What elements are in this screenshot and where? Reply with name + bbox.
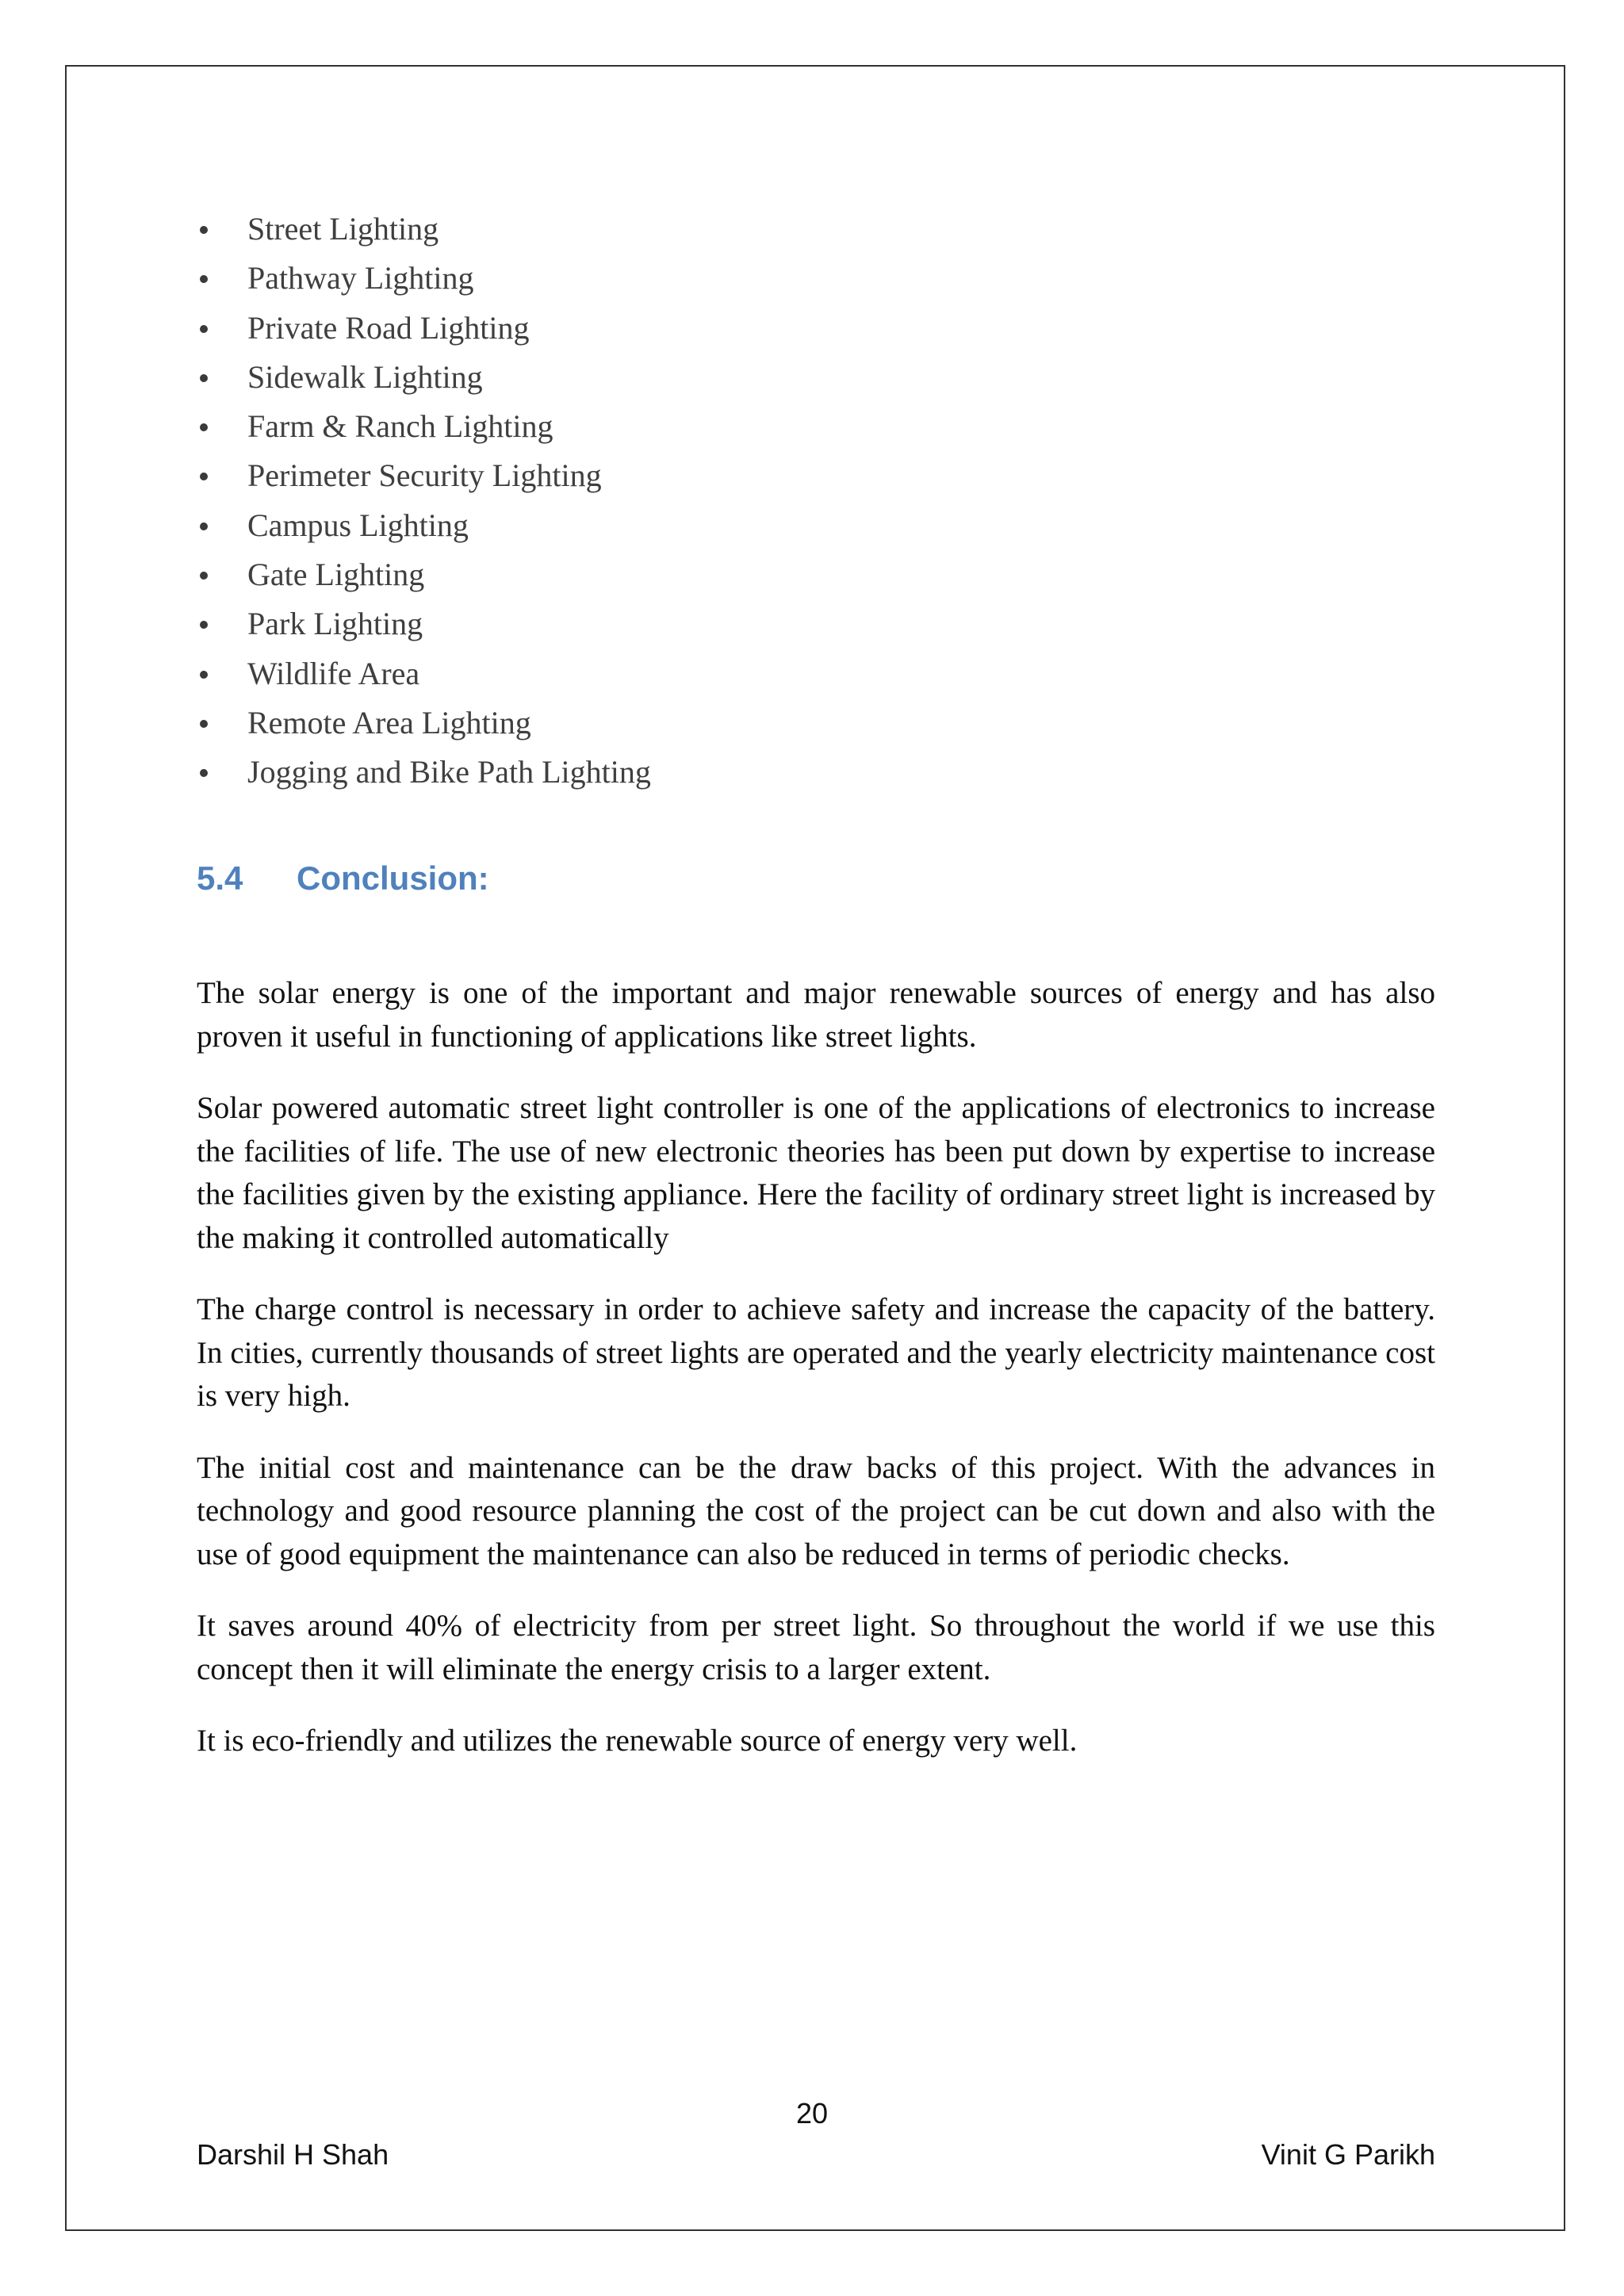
- list-item-text: Wildlife Area: [247, 655, 420, 691]
- paragraph: It saves around 40% of electricity from per street light. So throughout the world if we use this concept then it will eliminate the energy crisis to a larger extent.: [197, 1609, 1435, 1686]
- list-item: [195, 451, 651, 500]
- list-item-text: Gate Lighting: [247, 557, 425, 593]
- list-item: [195, 599, 651, 649]
- bullet-icon: [200, 275, 208, 283]
- list-item-text: Perimeter Security Lighting: [247, 457, 602, 494]
- list-item: [195, 649, 651, 698]
- list-item-text: Street Lighting: [247, 211, 439, 247]
- bullet-icon: [200, 769, 208, 777]
- list-item-text: Private Road Lighting: [247, 309, 530, 346]
- paragraph: The solar energy is one of the important and major renewable sources of energy and has also proven it useful in functioning of applications like street lights.: [197, 976, 1435, 1054]
- footer-author-left: Darshil H Shah: [197, 2138, 389, 2171]
- list-item: [195, 698, 651, 748]
- paragraph: The initial cost and maintenance can be the draw backs of this project. With the advances in technology and good resource planning the cost of the project can be cut down and also with the use of good equipment the maintenance can also be reduced in terms of periodic checks.: [197, 1450, 1435, 1571]
- list-item: [195, 304, 651, 353]
- list-item: [195, 205, 651, 254]
- paragraph: The charge control is necessary in order to achieve safety and increase the capacity of the battery. In cities, currently thousands of street lights are operated and the yearly electricity maintenance cost is very high.: [197, 1292, 1435, 1413]
- bullet-icon: [200, 226, 208, 234]
- list-item-text: Remote Area Lighting: [247, 704, 531, 740]
- bullet-icon: [200, 374, 208, 382]
- paragraph: It is eco-friendly and utilizes the renewable source of energy very well.: [197, 1724, 1078, 1758]
- bullet-icon: [200, 325, 208, 333]
- bullet-icon: [200, 621, 208, 629]
- list-item: [195, 254, 651, 303]
- list-item: [195, 550, 651, 599]
- bullet-icon: [200, 720, 208, 728]
- list-item: [195, 501, 651, 550]
- list-item-text: Pathway Lighting: [247, 260, 474, 297]
- paragraph: Solar powered automatic street light controller is one of the applications of electronics to increase the facilities of life. The use of new electronic theories has been put down by expertise to increase the facilities given by the existing appliance. Here the facility of ordinary street light is increased by the making it controlled automatically: [197, 1091, 1435, 1255]
- bullet-icon: [200, 671, 208, 679]
- application-bullet-list: [195, 205, 651, 798]
- footer-author-right: Vinit G Parikh: [1261, 2138, 1435, 2171]
- list-item: [195, 748, 651, 797]
- list-item-text: Sidewalk Lighting: [247, 358, 483, 395]
- section-title: Conclusion:: [297, 859, 489, 897]
- list-item: [195, 402, 651, 451]
- list-item-text: Jogging and Bike Path Lighting: [247, 754, 651, 790]
- page-number: 20: [795, 2097, 829, 2130]
- bullet-icon: [200, 423, 208, 431]
- list-item-text: Campus Lighting: [247, 507, 469, 543]
- bullet-icon: [200, 522, 208, 530]
- conclusion-body: [197, 972, 1435, 1792]
- bullet-icon: [200, 473, 208, 480]
- list-item-text: Park Lighting: [247, 606, 423, 642]
- list-item: [195, 353, 651, 402]
- list-item-text: Farm & Ranch Lighting: [247, 408, 553, 445]
- bullet-icon: [200, 572, 208, 580]
- section-heading: [197, 855, 489, 902]
- section-number: 5.4: [197, 859, 243, 897]
